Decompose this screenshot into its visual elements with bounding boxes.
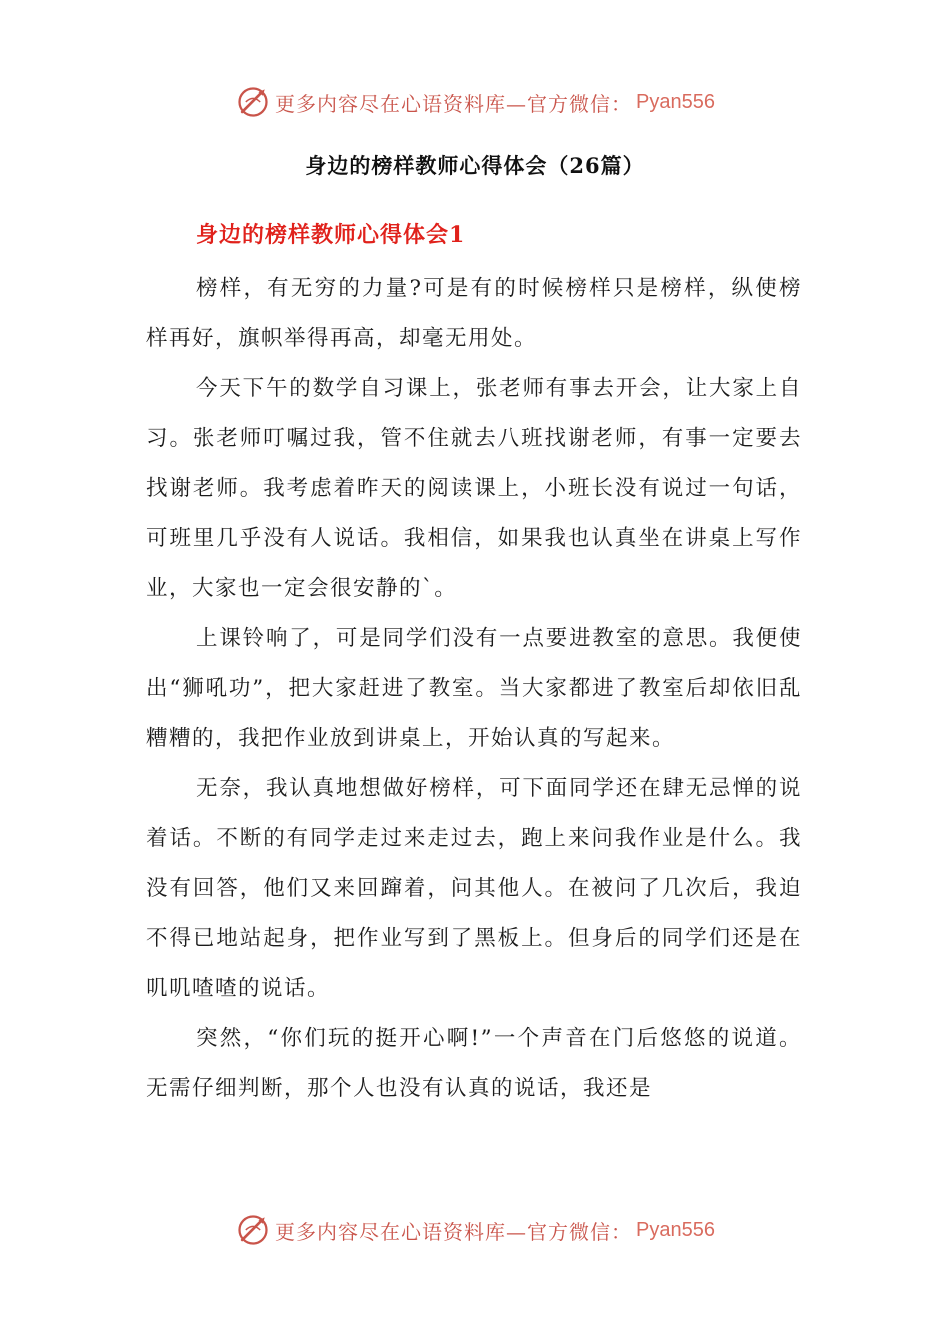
paragraph-3: 上课铃响了，可是同学们没有一点要进教室的意思。我便使出“狮吼功”，把大家赶进了教室。当大家都进了教室后却依旧乱糟糟的，我把作业放到讲桌上，开始认真的写起来。 — [146, 626, 802, 751]
pen-circle-icon — [235, 1212, 271, 1248]
footer-banner — [0, 1210, 950, 1250]
paragraph-5: 突然，“你们玩的挺开心啊!”一个声音在门后悠悠的说道。无需仔细判断，那个人也没有认真的说话，我还是 — [146, 1026, 802, 1101]
banner-text: 更多内容尽在心语资料库—官方微信： — [275, 1219, 633, 1244]
banner-wechat-id: Pyan556 — [636, 1218, 715, 1241]
section-heading: 身边的榜样教师心得体会1 — [196, 222, 466, 248]
paragraph-1: 榜样，有无穷的力量?可是有的时候榜样只是榜样，纵使榜样再好，旗帜举得再高，却毫无用处。 — [146, 276, 802, 351]
pen-circle-icon — [235, 84, 271, 120]
document-title: 身边的榜样教师心得体会（26篇） — [305, 153, 645, 178]
banner-wechat-id: Pyan556 — [636, 90, 715, 113]
header-banner — [0, 82, 950, 122]
document-body — [146, 214, 802, 1114]
paragraph-4: 无奈，我认真地想做好榜样，可下面同学还在肆无忌惮的说着话。不断的有同学走过来走过去，跑上来问我作业是什么。我没有回答，他们又来回蹿着，问其他人。在被问了几次后，我迫不得已地站起身，把作业写到了黑板上。但身后的同学们还是在叽叽喳喳的说话。 — [146, 776, 802, 1001]
paragraph-2: 今天下午的数学自习课上，张老师有事去开会，让大家上自习。张老师叮嘱过我，管不住就去八班找谢老师，有事一定要去找谢老师。我考虑着昨天的阅读课上，小班长没有说过一句话，可班里几乎没有人说话。我相信，如果我也认真坐在讲桌上写作业，大家也一定会很安静的`。 — [146, 376, 802, 601]
banner-text: 更多内容尽在心语资料库—官方微信： — [275, 91, 633, 116]
